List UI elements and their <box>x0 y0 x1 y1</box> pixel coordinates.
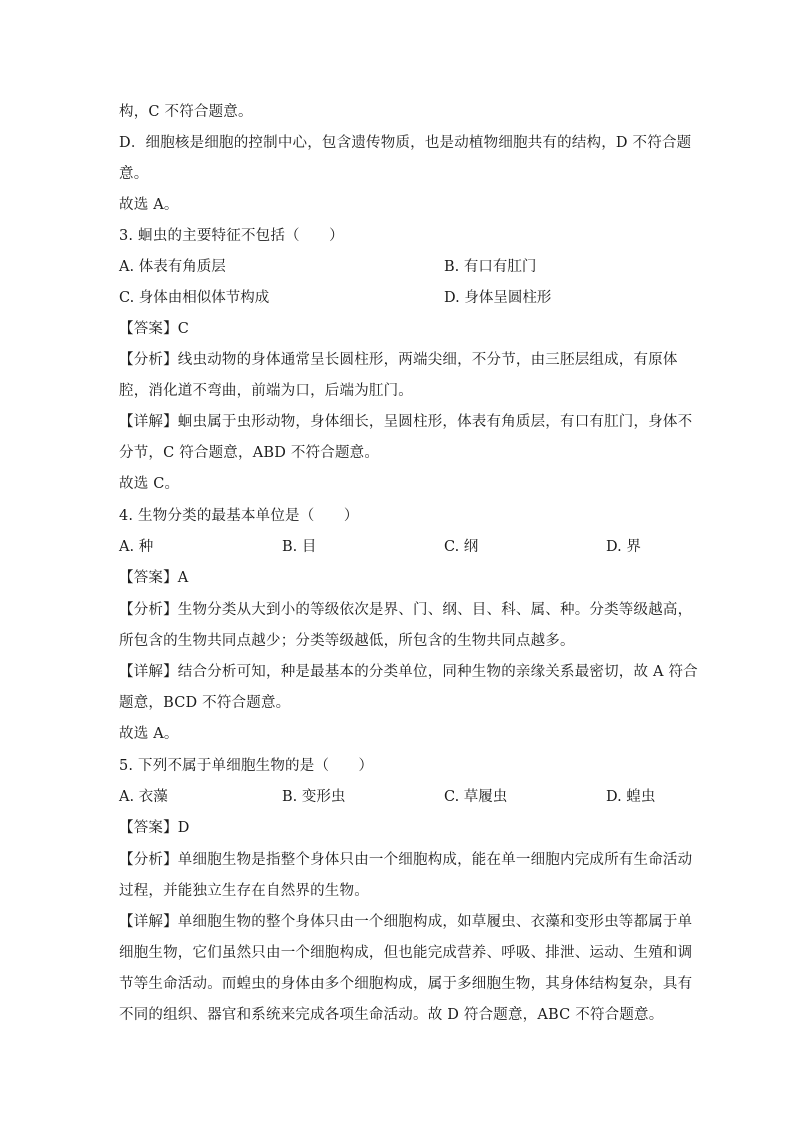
q5-analysis-line-2: 过程，并能独立生存在自然界的生物。 <box>119 883 369 899</box>
q5-detail-line-2: 细胞生物，它们虽然只由一个细胞构成，但也能完成营养、呼吸、排泄、运动、生殖和调 <box>119 945 693 961</box>
continuation-line-2: D．细胞核是细胞的控制中心，包含遗传物质，也是动植物细胞共有的结构，D 不符合题 <box>119 135 692 151</box>
q4-choose: 故选 A。 <box>119 726 179 742</box>
q5-option-d: D. 蝗虫 <box>606 789 656 805</box>
q4-analysis-line-1: 【分析】生物分类从大到小的等级依次是界、门、纲、目、科、属、种。分类等级越高， <box>119 602 693 618</box>
q4-analysis-line-2: 所包含的生物共同点越少；分类等级越低，所包含的生物共同点越多。 <box>119 633 575 649</box>
q5-stem: 5. 下列不属于单细胞生物的是（ ） <box>119 758 374 774</box>
q4-stem: 4. 生物分类的最基本单位是（ ） <box>119 508 359 524</box>
q3-analysis-line-1: 【分析】线虫动物的身体通常呈长圆柱形，两端尖细，不分节，由三胚层组成，有原体 <box>119 352 678 368</box>
q4-option-d: D. 界 <box>606 539 641 555</box>
q3-choose: 故选 C。 <box>119 476 180 492</box>
q3-option-d: D. 身体呈圆柱形 <box>444 290 552 306</box>
q4-option-a: A. 种 <box>119 539 154 555</box>
q5-option-a: A. 衣藻 <box>119 789 168 805</box>
q3-analysis-line-2: 腔，消化道不弯曲，前端为口，后端为肛门。 <box>119 383 413 399</box>
q5-detail-line-3: 节等生命活动。而蝗虫的身体由多个细胞构成，属于多细胞生物，其身体结构复杂，具有 <box>119 976 693 992</box>
q4-option-b: B. 目 <box>282 539 317 555</box>
q5-analysis-line-1: 【分析】单细胞生物是指整个身体只由一个细胞构成，能在单一细胞内完成所有生命活动 <box>119 852 693 868</box>
continuation-line-3: 意。 <box>119 166 149 182</box>
q3-stem: 3. 蛔虫的主要特征不包括（ ） <box>119 228 344 244</box>
q5-option-b: B. 变形虫 <box>282 789 346 805</box>
q4-option-c: C. 纲 <box>444 539 479 555</box>
q5-answer: 【答案】D <box>119 820 190 836</box>
q3-option-a: A. 体表有角质层 <box>119 259 226 275</box>
q3-option-c: C. 身体由相似体节构成 <box>119 290 270 306</box>
q4-detail-line-1: 【详解】结合分析可知，种是最基本的分类单位，同种生物的亲缘关系最密切，故 A 符合 <box>119 664 698 680</box>
q3-detail-line-1: 【详解】蛔虫属于虫形动物，身体细长，呈圆柱形，体表有角质层，有口有肛门，身体不 <box>119 414 693 430</box>
q3-answer: 【答案】C <box>119 321 190 337</box>
q4-detail-line-2: 题意，BCD 不符合题意。 <box>119 695 291 711</box>
continuation-choose: 故选 A。 <box>119 197 179 213</box>
q4-answer: 【答案】A <box>119 570 189 586</box>
q3-detail-line-2: 分节，C 符合题意，ABD 不符合题意。 <box>119 445 380 461</box>
q5-option-c: C. 草履虫 <box>444 789 508 805</box>
q5-detail-line-4: 不同的组织、器官和系统来完成各项生命活动。故 D 符合题意，ABC 不符合题意。 <box>119 1007 664 1023</box>
continuation-line-1: 构，C 不符合题意。 <box>119 104 253 120</box>
q5-detail-line-1: 【详解】单细胞生物的整个身体只由一个细胞构成，如草履虫、衣藻和变形虫等都属于单 <box>119 914 693 930</box>
q3-option-b: B. 有口有肛门 <box>444 259 537 275</box>
